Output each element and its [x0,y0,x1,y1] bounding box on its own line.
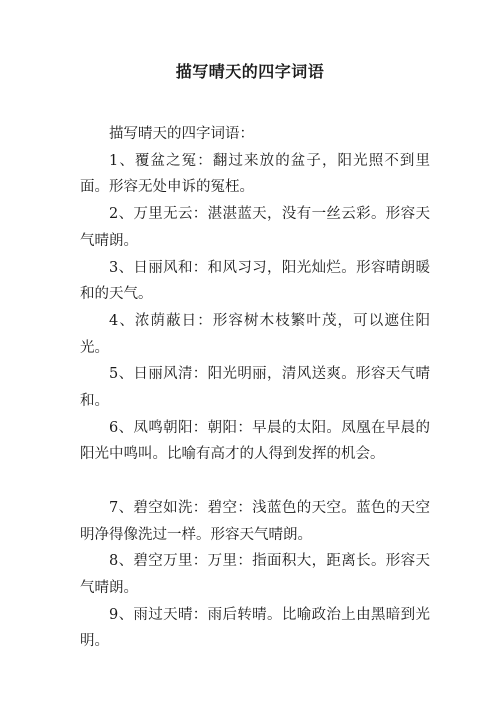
entry-paragraph: 3、日丽风和：和风习习，阳光灿烂。形容晴朗暖和的天气。 [80,259,430,303]
intro-paragraph: 描写晴天的四字词语： [109,126,254,142]
entry-paragraph: 6、凤鸣朝阳：朝阳：早晨的太阳。凤凰在早晨的阳光中鸣叫。比喻有高才的人得到发挥的机会。 [80,419,430,463]
entry-paragraph: 7、碧空如洗：碧空：浅蓝色的天空。蓝色的天空明净得像洗过一样。形容天气晴朗。 [80,499,430,543]
entry-paragraph: 1、覆盆之冤：翻过来放的盆子，阳光照不到里面。形容无处申诉的冤枉。 [80,152,430,196]
entry-paragraph: 2、万里无云：湛湛蓝天，没有一丝云彩。形容天气晴朗。 [80,206,430,249]
paragraph-spacer [80,468,430,495]
document-title: 描写晴天的四字词语 [175,62,325,81]
document-body [80,121,430,655]
entry-paragraph: 9、雨过天晴：雨后转晴。比喻政治上由黑暗到光明。 [80,606,430,650]
entry-paragraph: 8、碧空万里：万里：指面积大，距离长。形容天气晴朗。 [80,553,430,596]
entry-paragraph: 5、日丽风清：阳光明丽，清风送爽。形容天气晴和。 [80,366,430,410]
entry-paragraph: 4、浓荫蔽日：形容树木枝繁叶茂，可以遮住阳光。 [80,312,430,356]
